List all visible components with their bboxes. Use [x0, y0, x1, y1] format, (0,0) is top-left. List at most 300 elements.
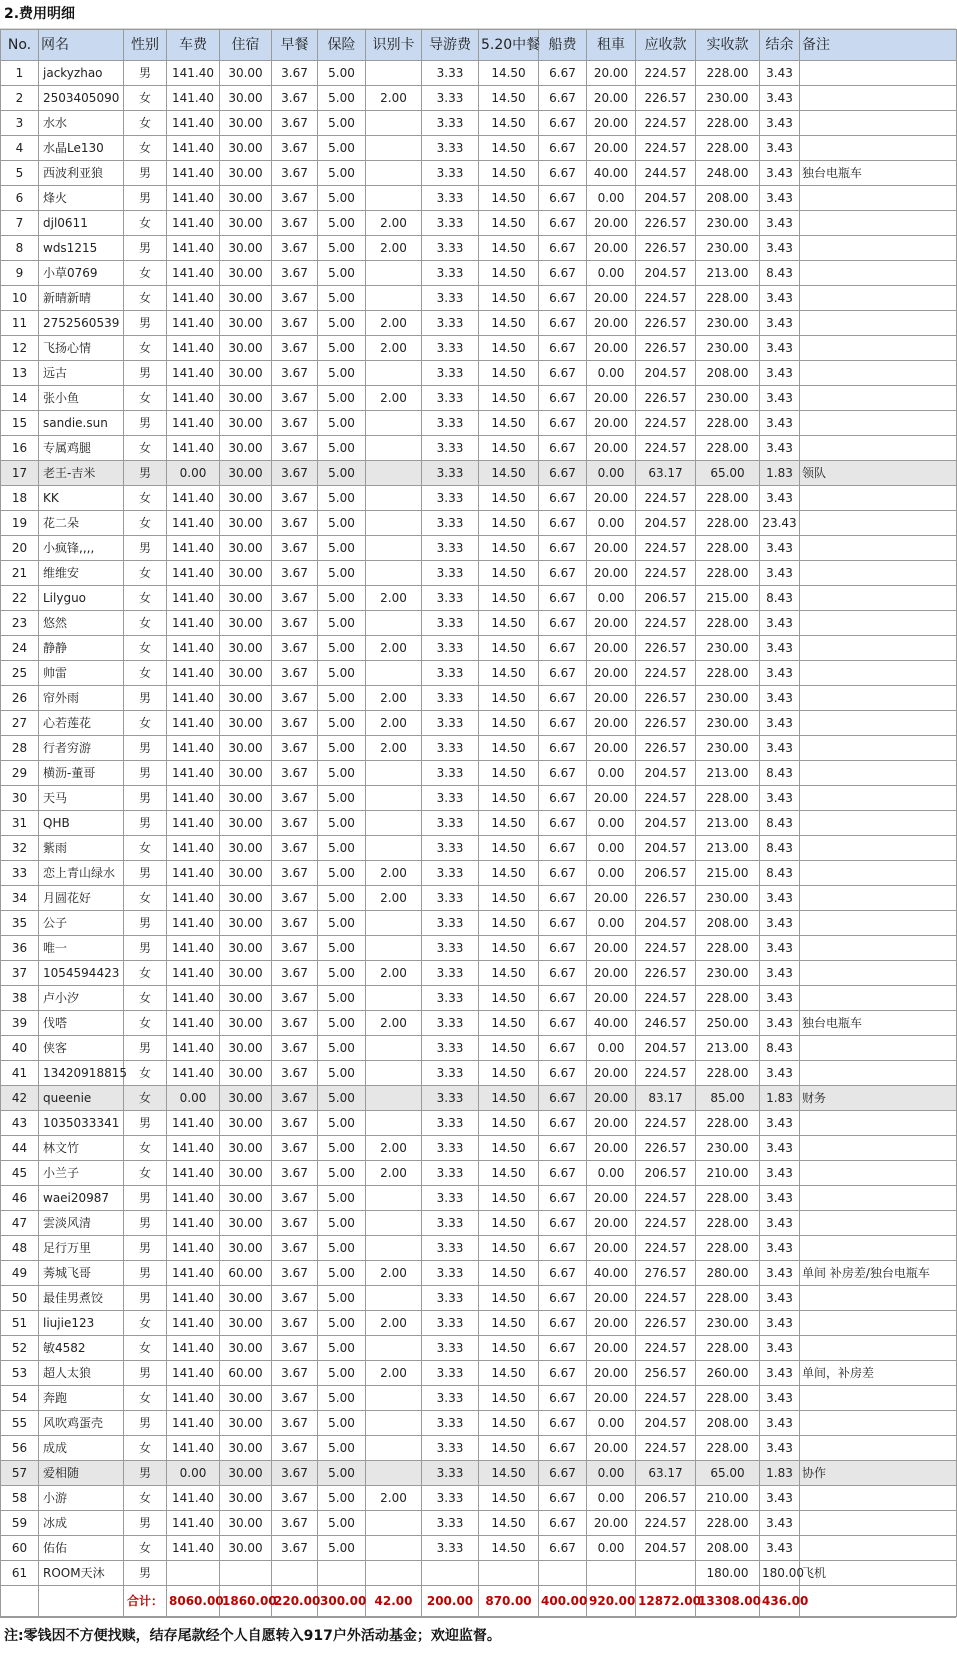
table-cell: 30.00	[220, 1111, 272, 1136]
table-cell: 141.40	[167, 1261, 220, 1286]
table-cell: 3.33	[422, 311, 479, 336]
table-cell: 228.00	[696, 61, 760, 86]
table-cell: 恋上青山绿水	[39, 861, 124, 886]
table-cell: 6.67	[539, 386, 587, 411]
table-cell: 3.43	[760, 311, 800, 336]
table-cell: 14.50	[479, 936, 539, 961]
table-cell	[800, 211, 957, 236]
table-cell: 5.00	[318, 1511, 366, 1536]
table-cell: liujie123	[39, 1311, 124, 1336]
table-cell: 3.67	[272, 611, 318, 636]
table-cell: 6.67	[539, 1386, 587, 1411]
table-cell: 3.43	[760, 661, 800, 686]
table-cell: 5	[1, 161, 39, 186]
table-row	[1, 1161, 957, 1186]
table-cell: 30.00	[220, 161, 272, 186]
table-cell: 20.00	[587, 61, 636, 86]
table-cell: 3.33	[422, 261, 479, 286]
table-cell: 14.50	[479, 1511, 539, 1536]
table-cell: 20.00	[587, 136, 636, 161]
table-cell: 24	[1, 636, 39, 661]
table-cell: 女	[124, 661, 167, 686]
table-cell: 5.00	[318, 211, 366, 236]
table-cell: 3	[1, 111, 39, 136]
table-cell: 6.67	[539, 736, 587, 761]
table-cell: wds1215	[39, 236, 124, 261]
table-cell: 3.43	[760, 1261, 800, 1286]
table-cell: 85.00	[696, 1086, 760, 1111]
table-cell	[366, 511, 422, 536]
table-cell: 5.00	[318, 411, 366, 436]
footer-note: 注:零钱因不方便找赎，结存尾款经个人自愿转入917户外活动基金；欢迎监督。	[0, 1617, 956, 1654]
table-cell: 14.50	[479, 686, 539, 711]
table-cell: 208.00	[696, 1411, 760, 1436]
table-cell: 6.67	[539, 311, 587, 336]
table-cell	[366, 361, 422, 386]
table-cell: 3.33	[422, 1111, 479, 1136]
table-cell: 30.00	[220, 1486, 272, 1511]
table-cell: 1035033341	[39, 1111, 124, 1136]
table-cell: 30.00	[220, 561, 272, 586]
table-cell: 141.40	[167, 1286, 220, 1311]
table-cell: 5.00	[318, 586, 366, 611]
table-cell: 228.00	[696, 1436, 760, 1461]
table-cell: 228.00	[696, 1336, 760, 1361]
table-cell: 3.67	[272, 1411, 318, 1436]
table-cell: 3.67	[272, 1311, 318, 1336]
table-cell: 6.67	[539, 911, 587, 936]
table-cell: 41	[1, 1061, 39, 1086]
table-cell: 5.00	[318, 1136, 366, 1161]
table-cell: 3.43	[760, 186, 800, 211]
table-cell: 5.00	[318, 161, 366, 186]
table-cell: 女	[124, 561, 167, 586]
table-cell: 20.00	[587, 1311, 636, 1336]
table-cell: 14.50	[479, 336, 539, 361]
table-cell: 女	[124, 1011, 167, 1036]
table-cell: 飞扬心情	[39, 336, 124, 361]
table-cell: 14.50	[479, 1211, 539, 1236]
table-cell: 46	[1, 1186, 39, 1211]
column-header: 车费	[167, 30, 220, 61]
table-cell: 3.67	[272, 1286, 318, 1311]
table-row	[1, 311, 957, 336]
column-header: 保险	[318, 30, 366, 61]
table-cell: 3.43	[760, 1186, 800, 1211]
table-cell: 54	[1, 1386, 39, 1411]
table-cell: 204.57	[636, 911, 696, 936]
table-cell: 3.43	[760, 436, 800, 461]
table-cell: 14.50	[479, 611, 539, 636]
table-cell: 141.40	[167, 286, 220, 311]
table-cell: 紫雨	[39, 836, 124, 861]
table-cell: 204.57	[636, 836, 696, 861]
table-cell: 248.00	[696, 161, 760, 186]
table-cell	[800, 1411, 957, 1436]
table-cell: 0.00	[587, 836, 636, 861]
table-cell: 3.33	[422, 861, 479, 886]
table-cell: 6.67	[539, 1511, 587, 1536]
table-cell: 20.00	[587, 1136, 636, 1161]
table-row	[1, 1186, 957, 1211]
table-cell: 16	[1, 436, 39, 461]
table-cell	[366, 911, 422, 936]
expense-table	[0, 29, 957, 1617]
table-cell: 228.00	[696, 986, 760, 1011]
table-cell: 林文竹	[39, 1136, 124, 1161]
table-cell: 26	[1, 686, 39, 711]
table-cell: 228.00	[696, 1186, 760, 1211]
table-cell: 远古	[39, 361, 124, 386]
table-cell: 独台电瓶车	[800, 161, 957, 186]
table-cell: 3.43	[760, 111, 800, 136]
table-cell	[800, 636, 957, 661]
table-cell	[800, 136, 957, 161]
table-cell: 男	[124, 1111, 167, 1136]
table-row	[1, 236, 957, 261]
table-cell: 3.43	[760, 561, 800, 586]
table-cell: 卢小汐	[39, 986, 124, 1011]
table-cell: 141.40	[167, 411, 220, 436]
table-cell: 3.67	[272, 336, 318, 361]
table-row	[1, 586, 957, 611]
table-cell: 男	[124, 1411, 167, 1436]
column-header: 导游费	[422, 30, 479, 61]
table-cell: 6.67	[539, 886, 587, 911]
table-cell: 20.00	[587, 636, 636, 661]
table-cell	[800, 1236, 957, 1261]
table-cell: 230.00	[696, 236, 760, 261]
table-cell: 30.00	[220, 1386, 272, 1411]
table-cell: 14.50	[479, 186, 539, 211]
table-cell: 佑佑	[39, 1536, 124, 1561]
table-cell: 25	[1, 661, 39, 686]
table-cell: 男	[124, 161, 167, 186]
table-cell: 226.57	[636, 1136, 696, 1161]
table-cell: 3.33	[422, 1286, 479, 1311]
table-cell: 新晴新晴	[39, 286, 124, 311]
table-cell: 8.43	[760, 586, 800, 611]
table-cell: 17	[1, 461, 39, 486]
table-cell: 30.00	[220, 586, 272, 611]
table-cell: 58	[1, 1486, 39, 1511]
table-cell: 226.57	[636, 336, 696, 361]
table-cell: 3.33	[422, 211, 479, 236]
table-cell: 男	[124, 811, 167, 836]
table-row	[1, 1436, 957, 1461]
table-cell: 226.57	[636, 211, 696, 236]
table-row	[1, 961, 957, 986]
table-cell: 9	[1, 261, 39, 286]
table-cell: 14.50	[479, 561, 539, 586]
table-cell: 2.00	[366, 636, 422, 661]
table-cell: 5.00	[318, 236, 366, 261]
table-cell: 小兰子	[39, 1161, 124, 1186]
table-cell: 40	[1, 1036, 39, 1061]
table-cell: 6.67	[539, 211, 587, 236]
table-cell: 30.00	[220, 1036, 272, 1061]
table-cell: 141.40	[167, 761, 220, 786]
table-cell	[800, 261, 957, 286]
table-cell: 141.40	[167, 686, 220, 711]
table-cell: 0.00	[587, 761, 636, 786]
table-cell: 女	[124, 1336, 167, 1361]
table-cell: 2.00	[366, 86, 422, 111]
table-cell: 30.00	[220, 1086, 272, 1111]
table-cell: 30.00	[220, 711, 272, 736]
table-cell: 3.33	[422, 1536, 479, 1561]
table-cell: 静静	[39, 636, 124, 661]
total-cell: 436.00	[760, 1586, 800, 1617]
table-cell: 224.57	[636, 1436, 696, 1461]
table-cell: 276.57	[636, 1261, 696, 1286]
table-cell: 莠城飞哥	[39, 1261, 124, 1286]
table-row	[1, 1411, 957, 1436]
table-cell: 男	[124, 61, 167, 86]
table-cell: 42	[1, 1086, 39, 1111]
table-cell: 3.43	[760, 1336, 800, 1361]
table-cell: 22	[1, 586, 39, 611]
table-cell: 3.43	[760, 886, 800, 911]
table-cell	[800, 786, 957, 811]
table-cell	[800, 1286, 957, 1311]
table-cell: 2.00	[366, 1311, 422, 1336]
table-row	[1, 861, 957, 886]
table-cell: 20.00	[587, 86, 636, 111]
table-cell: 3.67	[272, 161, 318, 186]
table-cell	[800, 186, 957, 211]
table-cell: 6.67	[539, 136, 587, 161]
table-row	[1, 936, 957, 961]
table-cell: 29	[1, 761, 39, 786]
table-cell: 230.00	[696, 1311, 760, 1336]
table-cell	[366, 186, 422, 211]
table-cell: 14.50	[479, 1286, 539, 1311]
table-cell: 20.00	[587, 486, 636, 511]
table-cell: 20.00	[587, 211, 636, 236]
table-cell: 213.00	[696, 761, 760, 786]
table-cell: 141.40	[167, 336, 220, 361]
table-row	[1, 761, 957, 786]
table-cell: 6.67	[539, 61, 587, 86]
table-cell: 6.67	[539, 1111, 587, 1136]
table-cell	[318, 1561, 366, 1586]
table-cell: djl0611	[39, 211, 124, 236]
table-cell: 63.17	[636, 461, 696, 486]
table-cell: 男	[124, 911, 167, 936]
table-cell	[800, 286, 957, 311]
table-cell: 6.67	[539, 636, 587, 661]
table-cell: 6.67	[539, 1036, 587, 1061]
table-cell: 3.67	[272, 1486, 318, 1511]
table-cell: 141.40	[167, 1061, 220, 1086]
table-cell: 3.67	[272, 736, 318, 761]
table-cell: 213.00	[696, 261, 760, 286]
table-cell: 3.33	[422, 811, 479, 836]
table-row	[1, 436, 957, 461]
table-cell: 6.67	[539, 586, 587, 611]
table-row	[1, 86, 957, 111]
table-cell: 141.40	[167, 736, 220, 761]
table-cell: 女	[124, 711, 167, 736]
table-cell: 39	[1, 1011, 39, 1036]
table-cell: 5.00	[318, 1536, 366, 1561]
table-cell	[800, 411, 957, 436]
table-cell: 230.00	[696, 211, 760, 236]
table-cell: 3.33	[422, 1336, 479, 1361]
table-cell: 30.00	[220, 1211, 272, 1236]
table-body	[1, 61, 957, 1617]
table-cell: 30.00	[220, 136, 272, 161]
table-cell: 3.67	[272, 536, 318, 561]
table-cell	[800, 711, 957, 736]
table-cell: 30.00	[220, 1436, 272, 1461]
table-cell: 3.67	[272, 1436, 318, 1461]
table-cell: 男	[124, 761, 167, 786]
table-cell: 228.00	[696, 536, 760, 561]
table-cell: 141.40	[167, 311, 220, 336]
table-cell: 224.57	[636, 411, 696, 436]
table-cell: 14.50	[479, 111, 539, 136]
table-cell: 0.00	[167, 1461, 220, 1486]
table-cell: 14.50	[479, 1436, 539, 1461]
total-cell	[1, 1586, 39, 1617]
table-cell	[366, 611, 422, 636]
table-cell: 5.00	[318, 1061, 366, 1086]
table-cell	[800, 361, 957, 386]
table-row	[1, 1361, 957, 1386]
table-cell: 6.67	[539, 1436, 587, 1461]
table-cell: 35	[1, 911, 39, 936]
table-cell: 5.00	[318, 686, 366, 711]
table-cell: 228.00	[696, 611, 760, 636]
table-cell: 5.00	[318, 1386, 366, 1411]
table-cell: 5.00	[318, 1011, 366, 1036]
table-row	[1, 186, 957, 211]
table-cell: 0.00	[587, 1161, 636, 1186]
table-cell: 5.00	[318, 186, 366, 211]
table-row	[1, 1461, 957, 1486]
table-cell: 男	[124, 311, 167, 336]
table-cell: 3.33	[422, 386, 479, 411]
table-cell: 256.57	[636, 1361, 696, 1386]
total-cell: 12872.00	[636, 1586, 696, 1617]
table-cell: 30.00	[220, 911, 272, 936]
table-cell: 3.33	[422, 61, 479, 86]
table-cell: 30.00	[220, 961, 272, 986]
table-cell: 6.67	[539, 111, 587, 136]
column-header: No.	[1, 30, 39, 61]
table-cell: 215.00	[696, 586, 760, 611]
table-cell: 协作	[800, 1461, 957, 1486]
table-cell: 12	[1, 336, 39, 361]
table-cell: 3.43	[760, 986, 800, 1011]
table-cell: 5.00	[318, 986, 366, 1011]
table-cell: queenie	[39, 1086, 124, 1111]
table-cell: 30.00	[220, 811, 272, 836]
table-cell: 公子	[39, 911, 124, 936]
table-cell: 3.33	[422, 486, 479, 511]
table-cell: 20.00	[587, 1436, 636, 1461]
table-cell	[800, 836, 957, 861]
table-cell: 3.33	[422, 786, 479, 811]
table-cell: 3.67	[272, 261, 318, 286]
table-cell: 3.33	[422, 1511, 479, 1536]
total-cell: 400.00	[539, 1586, 587, 1617]
table-cell: 0.00	[587, 811, 636, 836]
table-cell: 8.43	[760, 1036, 800, 1061]
table-cell: 65.00	[696, 461, 760, 486]
table-cell: 30.00	[220, 536, 272, 561]
table-cell	[366, 986, 422, 1011]
table-cell: 6.67	[539, 1536, 587, 1561]
table-cell: 51	[1, 1311, 39, 1336]
table-cell: 3.33	[422, 1061, 479, 1086]
table-row	[1, 511, 957, 536]
table-cell: 5.00	[318, 261, 366, 286]
table-cell	[800, 561, 957, 586]
table-row	[1, 661, 957, 686]
table-cell: 5.00	[318, 1286, 366, 1311]
table-cell: 男	[124, 1186, 167, 1211]
table-cell: 14.50	[479, 1086, 539, 1111]
table-cell: 14.50	[479, 586, 539, 611]
table-cell	[366, 1536, 422, 1561]
table-cell: 5.00	[318, 1461, 366, 1486]
table-cell: 14.50	[479, 836, 539, 861]
table-cell: 228.00	[696, 561, 760, 586]
table-cell: 141.40	[167, 661, 220, 686]
table-cell: 224.57	[636, 1061, 696, 1086]
table-cell: 3.43	[760, 1361, 800, 1386]
table-cell: 141.40	[167, 861, 220, 886]
table-cell: 230.00	[696, 886, 760, 911]
table-cell	[800, 936, 957, 961]
table-cell: 6.67	[539, 711, 587, 736]
header-row	[1, 30, 957, 61]
table-cell: 6.67	[539, 836, 587, 861]
table-cell: 3.33	[422, 161, 479, 186]
table-cell: 30.00	[220, 411, 272, 436]
table-cell	[800, 1511, 957, 1536]
table-cell: 208.00	[696, 1536, 760, 1561]
table-cell: 3.43	[760, 711, 800, 736]
table-cell: 6.67	[539, 1161, 587, 1186]
table-cell: 228.00	[696, 1386, 760, 1411]
table-cell: 0.00	[587, 911, 636, 936]
table-cell: 14.50	[479, 636, 539, 661]
table-cell: 45	[1, 1161, 39, 1186]
table-cell: 14.50	[479, 1161, 539, 1186]
table-cell: 14.50	[479, 1336, 539, 1361]
table-cell: 4	[1, 136, 39, 161]
table-row	[1, 361, 957, 386]
table-cell: 花二朵	[39, 511, 124, 536]
table-cell: 20.00	[587, 1511, 636, 1536]
table-cell: 141.40	[167, 1361, 220, 1386]
table-cell: 226.57	[636, 386, 696, 411]
table-row	[1, 786, 957, 811]
table-cell	[366, 661, 422, 686]
table-cell: 3.67	[272, 1386, 318, 1411]
table-row	[1, 1111, 957, 1136]
table-cell: 3.33	[422, 436, 479, 461]
table-cell: 3.43	[760, 1286, 800, 1311]
table-cell: 141.40	[167, 1111, 220, 1136]
table-cell: 14.50	[479, 1036, 539, 1061]
table-cell	[800, 611, 957, 636]
table-cell: 3.33	[422, 1211, 479, 1236]
